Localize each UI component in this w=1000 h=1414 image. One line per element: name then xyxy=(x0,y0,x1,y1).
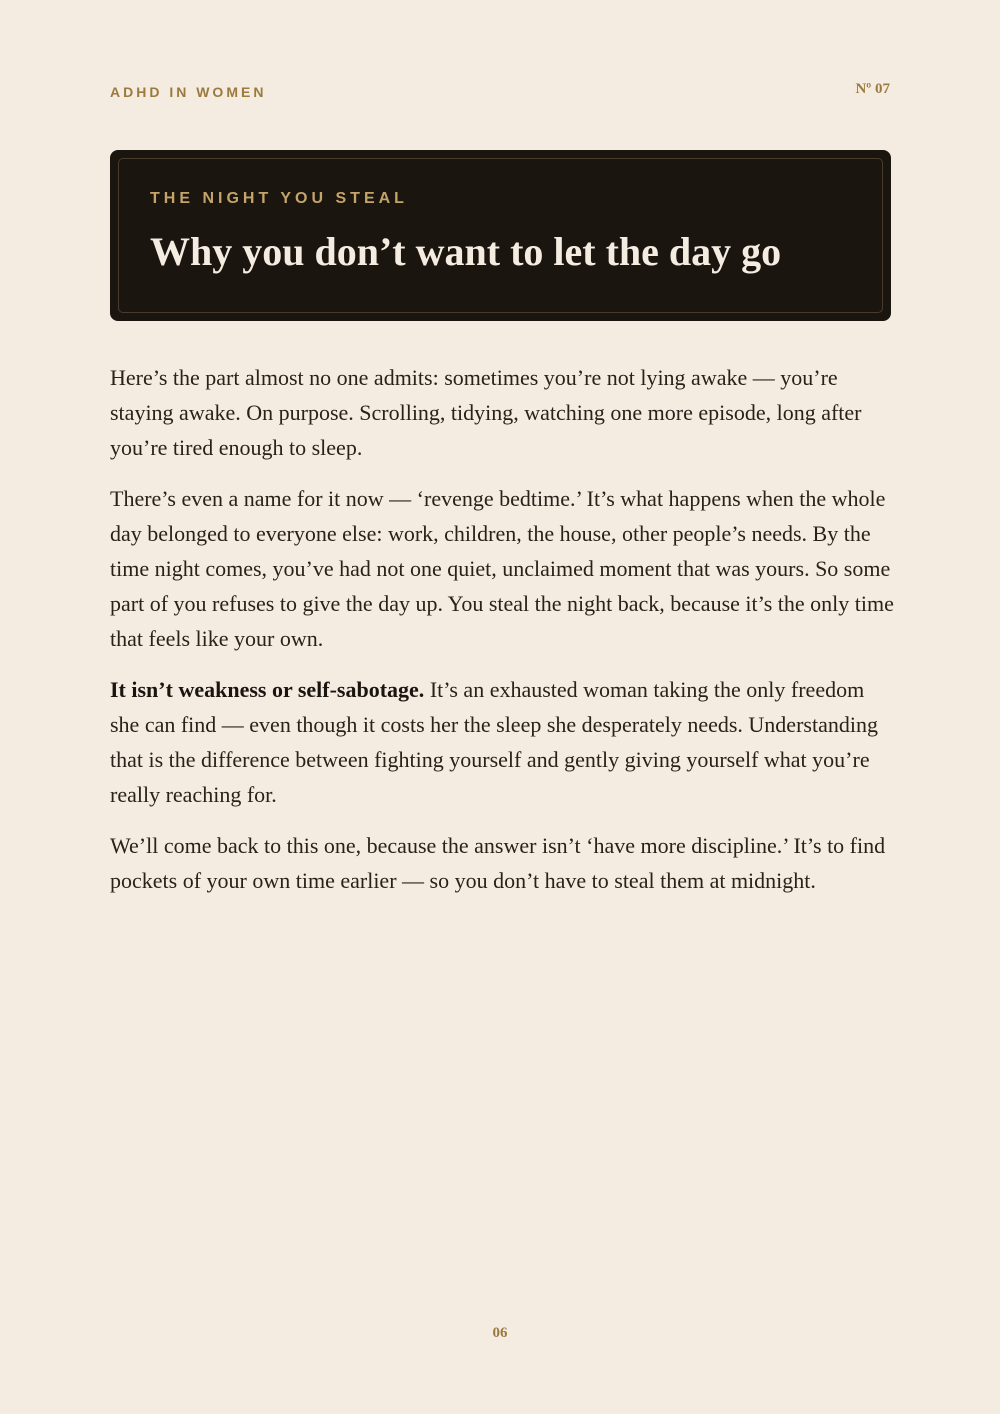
page-number: 06 xyxy=(492,1325,508,1341)
paragraph-1: Here’s the part almost no one admits: sometimes you’re not lying awake — you’re staying awake. On purpose. Scrolling, tidying, watching one more episode, long after you’re tired enough to sleep. xyxy=(110,365,862,460)
paragraph-3-lead: It isn’t weakness or self-sabotage. xyxy=(110,677,425,702)
paragraph-3 xyxy=(110,672,895,812)
article-body xyxy=(110,360,895,914)
issue-number: Nº 07 xyxy=(855,81,890,97)
paragraph-3-text: It’s an exhausted woman taking the only freedom she can find — even though it costs her the sleep she desperately needs. Understanding that is the difference between fighting yourself and gently giving yourself what you’re really reaching for. xyxy=(110,677,878,807)
section-kicker: THE NIGHT YOU STEAL xyxy=(150,190,408,207)
paragraph-2: There’s even a name for it now — ‘revenge bedtime.’ It’s what happens when the whole day belonged to everyone else: work, children, the house, other people’s needs. By the time night comes, you’ve had not one quiet, unclaimed moment that was yours. So some part of you refuses to give the day up. You steal the night back, because it’s the only time that feels like your own. xyxy=(110,486,894,651)
title-card xyxy=(110,150,891,321)
page-title: Why you don’t want to let the day go xyxy=(150,229,782,274)
paragraph-4: We’ll come back to this one, because the answer isn’t ‘have more discipline.’ It’s to find pockets of your own time earlier — so you don’t have to steal them at midnight. xyxy=(110,833,886,893)
series-label: ADHD IN WOMEN xyxy=(110,84,267,100)
